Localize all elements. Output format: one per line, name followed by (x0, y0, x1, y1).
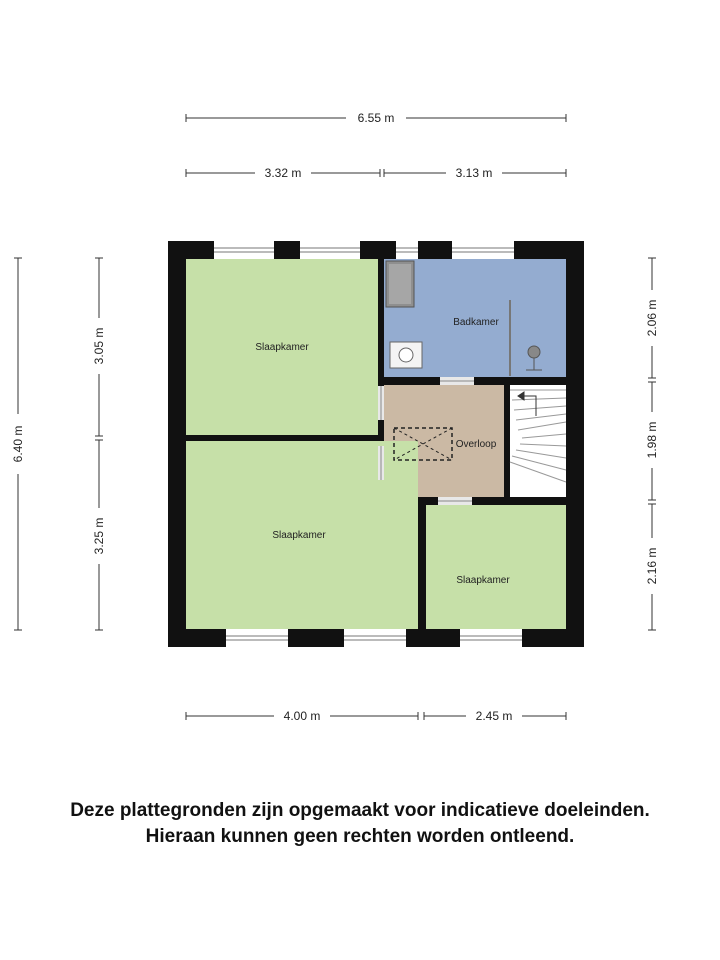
dimension-left-total (10, 258, 26, 630)
disclaimer-line-1: Deze plattegronden zijn opgemaakt voor indicatieve doeleinden. (70, 800, 650, 821)
dimension-right-upper (644, 258, 660, 378)
disclaimer-line-2: Hieraan kunnen geen rechten worden ontleend. (145, 826, 575, 847)
dimension-bottom-left (186, 708, 418, 724)
dimension-label: 3.32 m (264, 166, 302, 180)
dimension-label: 3.05 m (92, 327, 106, 365)
dimension-left-lower (91, 440, 107, 630)
room-label: Slaapkamer (272, 530, 326, 541)
dimension-label: 2.16 m (645, 547, 659, 585)
dimension-label: 1.98 m (645, 421, 659, 459)
dimension-bottom-right (424, 708, 566, 724)
room-slaapkamer-bottom-right (426, 505, 566, 629)
disclaimer (0, 798, 720, 850)
room-label: Overloop (455, 439, 497, 450)
dimension-top-right (384, 165, 566, 181)
dimension-right-middle (644, 382, 660, 500)
room-label: Badkamer (453, 317, 499, 328)
dimension-label: 6.55 m (357, 111, 395, 125)
dimension-label: 6.40 m (11, 425, 25, 463)
dimension-label: 4.00 m (283, 709, 321, 723)
dimension-top-left (186, 165, 380, 181)
dimension-right-lower (644, 504, 660, 630)
dimension-label: 2.06 m (645, 299, 659, 337)
dimension-top-total (186, 110, 566, 126)
dimension-label: 3.13 m (455, 166, 493, 180)
windows-bottom (226, 629, 522, 647)
shower-head-icon (528, 346, 540, 358)
dimension-label: 3.25 m (92, 517, 106, 555)
room-label: Slaapkamer (456, 575, 510, 586)
dimension-left-upper (91, 258, 107, 436)
stairwell (510, 385, 566, 497)
dimension-label: 2.45 m (475, 709, 513, 723)
room-label: Slaapkamer (255, 342, 309, 353)
